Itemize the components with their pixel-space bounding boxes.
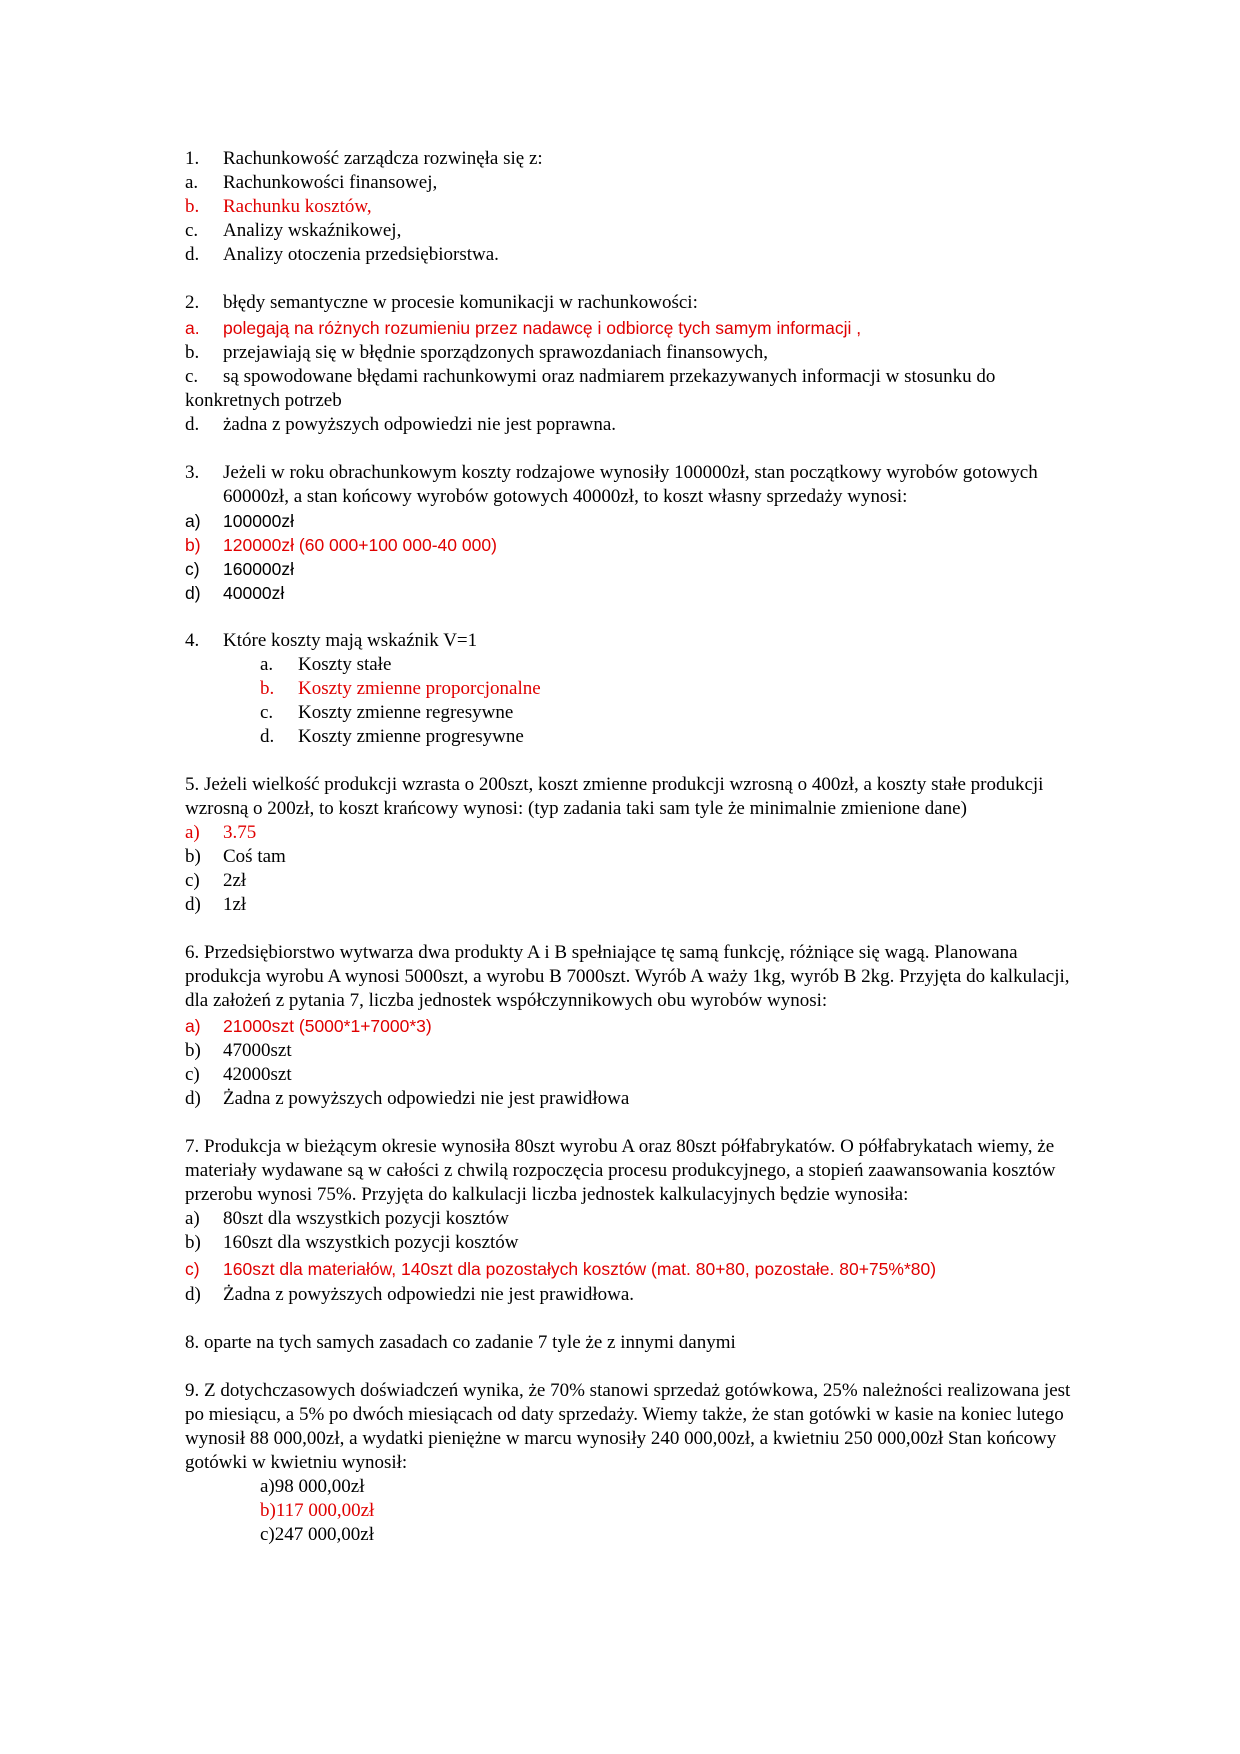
option-label: a) [185, 1208, 200, 1229]
option-text: 160szt dla wszystkich pozycji kosztów [223, 1232, 519, 1253]
option-label: d) [185, 1284, 201, 1305]
option-label: a) [185, 1016, 201, 1036]
question-text: 8. oparte na tych samych zasadach co zadanie 7 tyle że z innymi danymi [185, 1332, 736, 1353]
option-label: d) [185, 583, 201, 603]
option-label: b) [185, 1040, 201, 1061]
option-label: c. [185, 220, 199, 241]
correct-answer [185, 677, 1085, 701]
question-1 [185, 147, 1085, 267]
option-label: d. [185, 244, 200, 265]
option-text: Koszty zmienne progresywne [298, 726, 524, 747]
option-label: a) [185, 511, 201, 531]
question-number: 3. [185, 462, 200, 483]
correct-answer [185, 533, 1085, 557]
option-label: b) [185, 1232, 201, 1253]
option-c-block [185, 365, 1085, 413]
option-text: Rachunku kosztów, [223, 196, 372, 217]
option-label: c. [185, 366, 199, 387]
question-text: 9. Z dotychczasowych doświadczeń wynika, że 70% stanowi sprzedaż gotówkowa, 25% należności realizowana jest po miesiącu, a 5% po dwóch miesiącach od daty sprzedaży. Wiemy także, że stan gotówki w kasie na koniec lutego wynosił 88 000,00zł, a wydatki pieniężne w marcu wynosiły 240 000,00zł, a kwietniu 250 000,00zł Stan końcowy gotówki w kwietniu wynosił: [185, 1380, 1071, 1473]
option-label: d) [185, 894, 201, 915]
question-number: 2. [185, 292, 200, 313]
question-3 [185, 461, 1085, 605]
option-label: d) [185, 1088, 201, 1109]
option-text: są spowodowane błędami rachunkowymi oraz nadmiarem przekazywanych informacji w stosunku do konkretnych potrzeb [185, 366, 996, 411]
question-text: błędy semantyczne w procesie komunikacji w rachunkowości: [223, 292, 698, 313]
option-text: 80szt dla wszystkich pozycji kosztów [223, 1208, 510, 1229]
option-text: 47000szt [223, 1040, 292, 1061]
option-text: a)98 000,00zł [260, 1476, 365, 1497]
option-text: 160000zł [223, 559, 295, 579]
option-text: 2zł [223, 870, 247, 891]
option-text: polegają na różnych rozumieniu przez nadawcę i odbiorcę tych samym informacji , [223, 318, 862, 338]
question-number: 4. [185, 630, 200, 651]
option-label: d. [260, 726, 275, 747]
question-text: Rachunkowość zarządcza rozwinęła się z: [223, 148, 543, 169]
option-text: przejawiają się w błędnie sporządzonych sprawozdaniach finansowych, [223, 342, 768, 363]
option-label: b) [185, 846, 201, 867]
option-text: Koszty zmienne regresywne [298, 702, 514, 723]
correct-answer [185, 195, 1085, 219]
correct-answer [185, 315, 1085, 341]
option-label: c) [185, 1259, 200, 1279]
question-5 [185, 773, 1085, 917]
option-text: Rachunkowości finansowej, [223, 172, 438, 193]
option-label: c) [185, 1064, 200, 1085]
question-8 [185, 1331, 1085, 1355]
option-label: b. [185, 342, 200, 363]
option-label: b. [185, 196, 200, 217]
question-number: 1. [185, 148, 200, 169]
option-text: 40000zł [223, 583, 285, 603]
option-label: d. [185, 414, 200, 435]
question-2 [185, 291, 1085, 437]
option-text: Koszty zmienne proporcjonalne [298, 678, 541, 699]
option-label: a. [185, 172, 199, 193]
option-label: b. [260, 678, 275, 699]
option-text: 3.75 [223, 822, 257, 843]
question-6 [185, 941, 1085, 1111]
option-text: Analizy wskaźnikowej, [223, 220, 402, 241]
option-text: Żadna z powyższych odpowiedzi nie jest prawidłowa [223, 1088, 630, 1109]
option-label: a. [185, 318, 200, 338]
document-body [185, 147, 1085, 1571]
question-text: 7. Produkcja w bieżącym okresie wynosiła 80szt wyrobu A oraz 80szt półfabrykatów. O półfabrykatach wiemy, że materiały wydawane są w całości z chwilą rozpoczęcia procesu produkcyjnego, a stopień zaawansowania kosztów przerobu wynosi 75%. Przyjęta do kalkulacji liczba jednostek kalkulacyjnych będzie wynosiła: [185, 1136, 1056, 1205]
question-7 [185, 1135, 1085, 1307]
option-text: Koszty stałe [298, 654, 392, 675]
option-text: c)247 000,00zł [260, 1524, 374, 1545]
question-text: 6. Przedsiębiorstwo wytwarza dwa produkty A i B spełniające tę samą funkcję, różniące się wagą. Planowana produkcja wyrobu A wynosi 5000szt, a wyrobu B 7000szt. Wyrób A waży 1kg, wyrób B 2kg. Przyjęta do kalkulacji, dla założeń z pytania 7, liczba jednostek współczynnikowych obu wyrobów wynosi: [185, 942, 1070, 1011]
correct-answer [185, 821, 1085, 845]
question-text: 5. Jeżeli wielkość produkcji wzrasta o 200szt, koszt zmienne produkcji wzrosną o 400zł, a koszty stałe produkcji wzrosną o 200zł, to koszt krańcowy wynosi: (typ zadania taki sam tyle że minimalnie zmienione dane) [185, 774, 1044, 819]
option-text: 100000zł [223, 511, 295, 531]
option-label: c) [185, 870, 200, 891]
option-text: żadna z powyższych odpowiedzi nie jest poprawna. [223, 414, 617, 435]
option-text: 42000szt [223, 1064, 292, 1085]
option-label: a. [260, 654, 274, 675]
question-4 [185, 629, 1085, 749]
option-label: a) [185, 822, 200, 843]
option-label: c) [185, 559, 200, 579]
correct-answer [185, 1013, 1085, 1039]
option-text: 1zł [223, 894, 247, 915]
option-label: b) [185, 535, 201, 555]
option-text: Analizy otoczenia przedsiębiorstwa. [223, 244, 499, 265]
option-text: 120000zł (60 000+100 000-40 000) [223, 535, 497, 555]
option-text: Coś tam [223, 846, 286, 867]
option-label: c. [260, 702, 274, 723]
correct-answer [185, 1255, 1085, 1283]
option-text: 160szt dla materiałów, 140szt dla pozostałych kosztów (mat. 80+80, pozostałe. 80+75%*80) [223, 1259, 937, 1279]
correct-answer: b)117 000,00zł [260, 1500, 375, 1521]
question-text: Jeżeli w roku obrachunkowym koszty rodzajowe wynosiły 100000zł, stan początkowy wyrobów gotowych 60000zł, a stan końcowy wyrobów gotowych 40000zł, to koszt własny sprzedaży wynosi: [223, 462, 1038, 507]
option-text: Żadna z powyższych odpowiedzi nie jest prawidłowa. [223, 1284, 635, 1305]
question-text: Które koszty mają wskaźnik V=1 [223, 630, 478, 651]
question-9 [185, 1379, 1085, 1547]
option-text: 21000szt (5000*1+7000*3) [223, 1016, 432, 1036]
